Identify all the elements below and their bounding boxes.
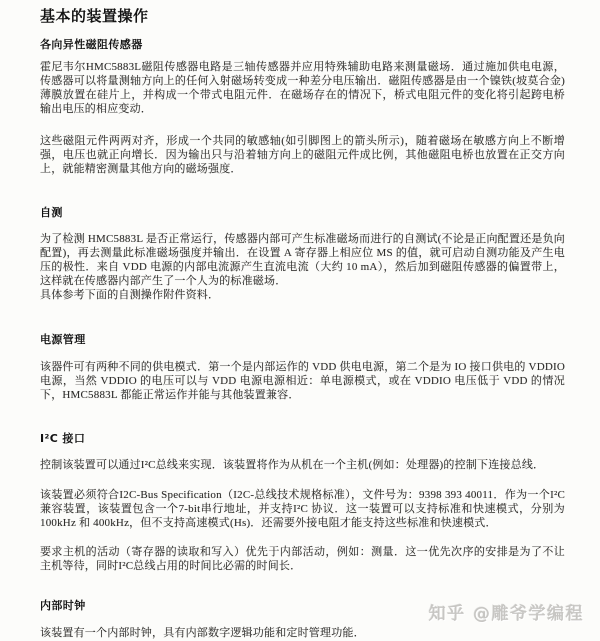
paragraph-amr-1: 霍尼韦尔HMC5883L磁阻传感器电路是三轴传感器并应用特殊辅助电路来测量磁场．通过施加供电电源，传感器可以将量测轴方向上的任何入射磁场转变成一种差分电压输出．磁阻传感器是由一个镍铁(坡莫合金)薄膜放置在硅片上，并构成一个带式电阻元件．在磁场存在的情况下，桥式电阻元件的变化将引起跨电桥输出电压的相应变动． xyxy=(40,61,565,115)
document-page xyxy=(40,8,565,640)
page-title: 基本的装置操作 xyxy=(40,7,149,25)
paragraph-amr-2: 这些磁阻元件两两对齐，形成一个共同的敏感轴(如引脚图上的箭头所示)，随着磁场在敏感方向上不断增强，电压也就正向增长．因为输出只与沿着轴方向上的磁阻元件成比例，其他磁阻电桥也放置在正交方向上，就能精密测量其他方向的磁场强度． xyxy=(40,135,565,175)
paragraph-self-test-note: 具体参考下面的自测操作附件资料． xyxy=(40,289,220,301)
zhihu-watermark: 知乎 @雕爷学编程 xyxy=(428,604,584,624)
paragraph-self-test: 为了检测 HMC5883L 是否正常运行，传感器内部可产生标准磁场而进行的自测试(不论是正向配置还是负向配置)，再去测量此标准磁场强度并输出．在设置 A 寄存器上相应位 MS 的值，就可启动自测功能及产生电压的极性．来自 VDD 电源的内部电流源产生直流电流（大约 10 mA），然后加到磁阻传感器的偏置带上，这样就在传感器内部产生了一个人为的标准磁场． xyxy=(40,233,565,287)
section-power-management xyxy=(40,332,565,402)
section-i2c-interface xyxy=(40,431,565,573)
section-heading-i2c-interface: I²C 接口 xyxy=(40,432,86,445)
paragraph-i2c-2: 该装置必须符合I2C-Bus Specification（I2C-总线技术规格标准），文件号为：9398 393 40011．作为一个I²C 兼容装置，该装置包含一个7-bit串行地址，并支持I²C 协议．这一装置可以支持标准和快速模式，分别为100kHz 和 400kHz，但不支持高速模式(Hs)．还需要外接电阻才能支持这些标准和快速模式． xyxy=(40,489,565,529)
section-amr-sensor xyxy=(40,37,565,176)
paragraph-i2c-1: 控制该装置可以通过I²C总线来实现．该装置将作为从机在一个主机(例如：处理器)的控制下连接总线． xyxy=(40,459,545,471)
section-heading-amr-sensor: 各向异性磁阻传感器 xyxy=(40,38,143,51)
section-heading-power-management: 电源管理 xyxy=(40,333,86,346)
paragraph-internal-clock: 该装置有一个内部时钟，具有内部数字逻辑功能和定时管理功能． xyxy=(40,627,365,639)
section-heading-internal-clock: 内部时钟 xyxy=(40,599,86,612)
paragraph-i2c-3: 要求主机的活动（寄存器的读取和写入）优先于内部活动，例如：测量．这一优先次序的安排是为了不让主机等待，同时I²C总线占用的时间比必需的时间长． xyxy=(40,546,565,572)
section-heading-self-test: 自测 xyxy=(40,206,63,219)
paragraph-power-management: 该器件可有两种不同的供电模式．第一个是内部运作的 VDD 供电电源，第二个是为 IO 接口供电的 VDDIO 电源，当然 VDDIO 的电压可以与 VDD 电源电源相近：单电源模式，或在 VDDIO 电压低于 VDD 的情况下，HMC5883L 都能正常运作并能与其他装置兼容． xyxy=(40,361,565,401)
section-self-test xyxy=(40,205,565,302)
